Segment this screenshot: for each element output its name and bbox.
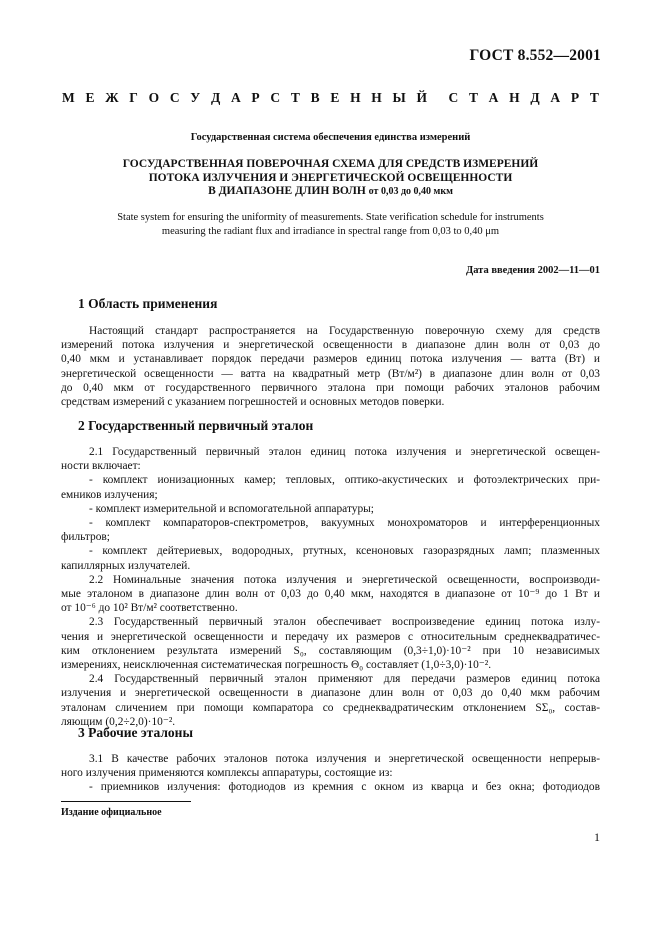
banner-letter: Р <box>251 90 260 105</box>
system-name: Государственная система обеспечения единства измерений <box>190 132 471 143</box>
title-line-3-caps: В ДИАПАЗОНЕ ДЛИН ВОЛН <box>208 185 369 197</box>
banner-letter: Ж <box>105 90 119 105</box>
section-3-body <box>61 752 600 795</box>
text-line: измерений потока излучения и энергетической освещенности в диапазоне длин волн от 0,03 до <box>61 339 600 352</box>
banner-letter: Т <box>468 90 478 105</box>
banner-letter: С <box>270 90 281 105</box>
english-title-line-2: measuring the radiant flux and irradiance in spectral range from 0,03 to 0,40 μm <box>161 226 500 237</box>
page-number: 1 <box>594 830 600 844</box>
banner-letter: О <box>148 90 160 105</box>
banner-letter: Ы <box>392 90 406 105</box>
text-line: ности включает: <box>61 460 141 473</box>
text-line: - комплект компараторов-спектрометров, вакуумных монохроматоров и интерференционных <box>89 517 600 530</box>
banner-letter: Н <box>371 90 382 105</box>
text-line: эталонам сличением при помощи компаратора со среднеквадратическим отклонением SΣ₀, состав- <box>61 701 600 714</box>
text-line: - комплект измерительной и вспомогательной аппаратуры; <box>89 502 374 515</box>
section-1-body <box>61 324 600 409</box>
english-title <box>60 211 601 239</box>
banner-letter: Н <box>509 90 520 105</box>
banner-letter: А <box>230 90 241 105</box>
banner-letter: Е <box>330 90 340 105</box>
document-title <box>60 158 601 199</box>
text-line: средствам измерений с указанием погрешностей и основных методов поверки. <box>61 396 445 409</box>
text-line: Настоящий стандарт распространяется на Государственную поверочную схему для средств <box>89 325 600 337</box>
english-title-line-1: State system for ensuring the uniformity of measurements. State verification schedule for instruments <box>117 212 544 223</box>
title-line-1: ГОСУДАРСТВЕННАЯ ПОВЕРОЧНАЯ СХЕМА ДЛЯ СРЕДСТВ ИЗМЕРЕНИЙ <box>122 158 539 170</box>
text-line: излучения и энергетической освещенности в диапазоне длин волн от 0,03 до 0,40 мкм рабочим <box>61 687 600 700</box>
banner-letter: Й <box>416 90 428 105</box>
banner-letter: С <box>448 90 459 105</box>
banner-letter: Т <box>589 90 599 105</box>
text-line: фильтров; <box>61 531 110 544</box>
text-line: мые эталоном в диапазоне длин волн от 0,03 до 0,40 мкм, находятся в диапазоне от 10⁻⁹ до 1 Вт и <box>61 588 600 601</box>
banner-letter: С <box>169 90 180 105</box>
section-2-heading: 2 Государственный первичный эталон <box>78 418 314 433</box>
text-line: 2.1 Государственный первичный эталон единиц потока излучения и энергетической освещен- <box>89 446 600 458</box>
banner-letter: Т <box>290 90 300 105</box>
edition-label: Издание официальное <box>61 807 162 818</box>
section-1-heading: 1 Область применения <box>78 296 218 311</box>
section-2-body <box>61 445 600 729</box>
footer-divider <box>61 801 191 802</box>
text-line: - комплект дейтериевых, водородных, ртутных, ксеноновых газоразрядных ламп; плазменных <box>89 545 600 558</box>
standard-number: ГОСТ 8.552—2001 <box>469 47 601 64</box>
title-line-2: ПОТОКА ИЗЛУЧЕНИЯ И ЭНЕРГЕТИЧЕСКОЙ ОСВЕЩЕННОСТИ <box>148 171 513 184</box>
banner-letter: У <box>190 90 201 105</box>
banner-letter: Н <box>350 90 361 105</box>
text-line: ляющим (0,2÷2,0)·10⁻². <box>61 715 176 728</box>
banner-letter: М <box>62 90 75 105</box>
banner-letter: Р <box>570 90 580 105</box>
text-line: 2.4 Государственный первичный эталон применяют для передачи размеров единиц потока <box>89 673 600 686</box>
banner-letter: Г <box>129 90 138 105</box>
section-3-heading: 3 Рабочие эталоны <box>78 725 193 740</box>
text-line: до 0,40 мкм от государственного первичного эталона при помощи рабочих эталонов рабочим <box>61 381 600 394</box>
banner-letter: Е <box>85 90 95 105</box>
text-line: 0,40 мкм и устанавливает порядок передачи размеров единиц потока излучения — ватта (Вт) и <box>61 353 600 366</box>
text-line: - приемников излучения: фотодиодов из кремния с окном из кварца и без окна; фотодиодов <box>89 781 600 794</box>
title-line-3 <box>60 185 601 199</box>
title-line-3-range: от 0,03 до 0,40 мкм <box>368 186 453 197</box>
banner-letter: А <box>488 90 499 105</box>
text-line: 2.3 Государственный первичный эталон обеспечивает воспроизведение единиц потока излу- <box>89 616 600 629</box>
banner-letter: Д <box>210 90 221 105</box>
banner-letter: В <box>310 90 320 105</box>
banner-letter: Д <box>530 90 540 105</box>
banner-letter: А <box>550 90 561 105</box>
text-line: емников излучения; <box>61 488 158 501</box>
text-line: энергетической освещенности — ватта на квадратный метр (Вт/м²) в диапазоне длин волн от 0,03 <box>61 367 600 380</box>
text-line: 2.2 Номинальные значения потока излучения и энергетической освещенности, воспроизводи- <box>89 573 600 586</box>
interstate-standard-banner <box>62 90 599 106</box>
text-line: чения и энергетической освещенности и передачу их размеров с относительным среднеквадратичес- <box>61 630 600 643</box>
text-line: от 10⁻⁶ до 10² Вт/м² соответственно. <box>61 602 238 615</box>
text-line: измерениях, неисключенная систематическая погрешность Θ₀ составляет (1,0÷3,0)·10⁻². <box>61 659 492 672</box>
text-line: - комплект ионизационных камер; тепловых, оптико-акустических и фотоэлектрических при- <box>89 474 600 487</box>
text-line: капиллярных излучателей. <box>61 559 191 572</box>
text-line: 3.1 В качестве рабочих эталонов потока излучения и энергетической освещенности непрерыв- <box>89 753 600 765</box>
text-line: ким отклонением результата измерений S₀, составляющим (0,3÷1,0)·10⁻² при 10 независимых <box>61 644 600 657</box>
text-line: ного излучения применяются комплексы аппаратуры, состоящие из: <box>61 767 393 780</box>
introduction-date: Дата введения 2002—11—01 <box>465 265 600 276</box>
